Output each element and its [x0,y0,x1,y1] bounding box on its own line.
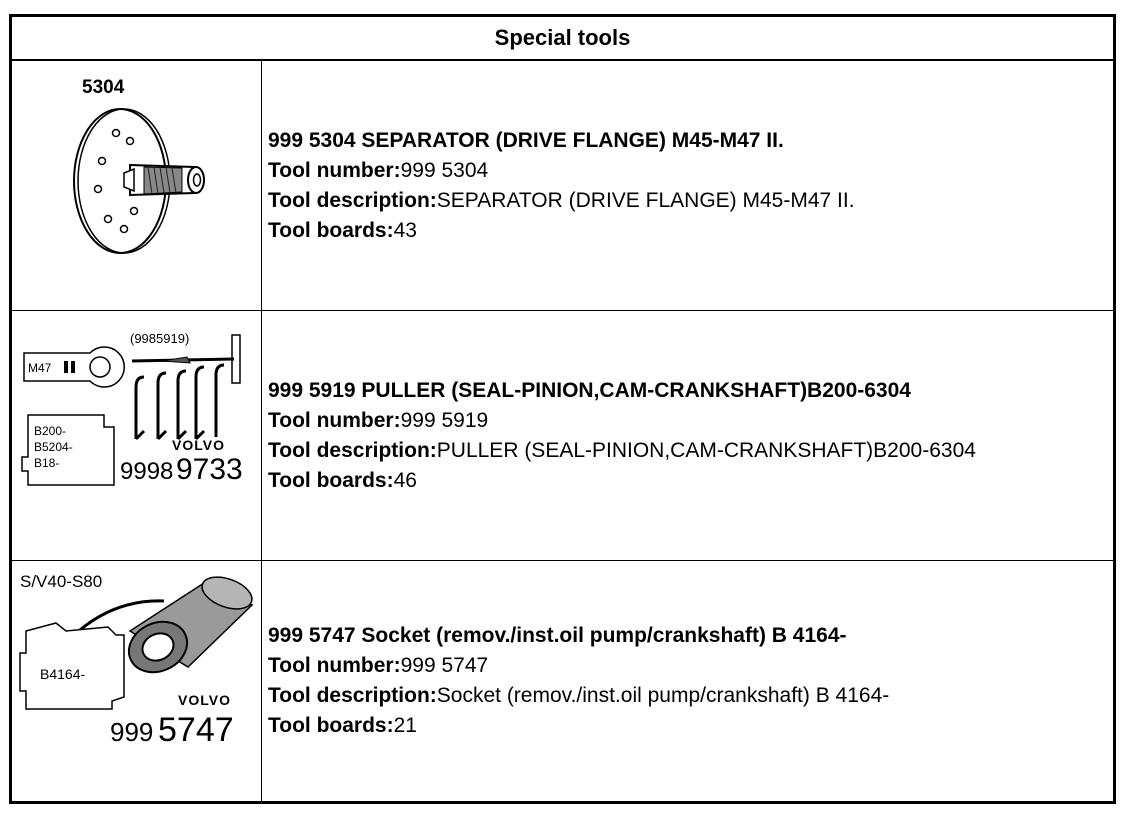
special-tools-table [9,14,1116,804]
tool-boards-label: Tool boards: [268,218,394,242]
image-b200-label: B200- [34,424,67,438]
tool-boards-value: 43 [393,218,417,242]
tool-details-5304 [268,61,1109,310]
tool-row-5304 [12,61,1113,311]
tool-description-value: SEPARATOR (DRIVE FLANGE) M45-M47 II. [436,188,855,212]
image-brand-label: VOLVO [172,437,225,453]
tool-number-line [268,156,1109,186]
tool-description-label: Tool description: [268,188,437,212]
image-part-suffix: 5747 [158,711,234,749]
tool-title: 999 5747 Socket (remov./inst.oil pump/crankshaft) B 4164- [268,624,847,647]
tool-number-label: Tool number: [268,158,401,182]
image-engine-label: B4164- [40,666,86,682]
tool-boards-line [268,711,1109,741]
tool-description-label: Tool description: [268,438,437,462]
image-code-label: 5304 [82,77,125,98]
tool-image-5747 [12,561,262,801]
tool-row-5747 [12,561,1113,801]
tool-number-value: 999 5747 [400,654,489,677]
tool-number-value: 999 5919 [400,408,489,432]
tool-details-5919 [268,311,1109,560]
tool-description-value: PULLER (SEAL-PINION,CAM-CRANKSHAFT)B200-6304 [436,438,976,462]
image-b18-label: B18- [34,456,60,470]
tool-description-label: Tool description: [268,684,437,707]
table-header [12,17,1113,61]
image-paren-code-label: (9985919) [130,331,190,346]
tool-boards-value: 21 [393,714,417,737]
tool-description-value: Socket (remov./inst.oil pump/crankshaft) B 4164- [436,684,890,707]
separator-illustration [12,61,260,309]
image-b5204-label: B5204- [34,440,73,454]
tool-number-line [268,406,1109,436]
tool-number-label: Tool number: [268,408,401,432]
tool-boards-line [268,216,1109,246]
tool-boards-label: Tool boards: [268,714,394,737]
image-models-label: S/V40-S80 [20,572,103,591]
image-m47-label: M47 [28,361,52,375]
tool-boards-line [268,466,1109,496]
image-brand-label: VOLVO [178,692,231,708]
puller-illustration [12,311,260,559]
tool-row-5919 [12,311,1113,561]
image-part-prefix: 999 [110,717,154,747]
tool-title: 999 5304 SEPARATOR (DRIVE FLANGE) M45-M47 II. [268,128,784,152]
table-title: Special tools [494,25,631,50]
tool-number-line [268,651,1109,681]
tool-details-5747 [268,561,1109,801]
image-part-suffix: 9733 [176,453,243,486]
tool-boards-value: 46 [393,468,417,492]
tool-boards-label: Tool boards: [268,468,394,492]
tool-number-label: Tool number: [268,654,401,677]
tool-description-line [268,436,1109,466]
tool-description-line [268,681,1109,711]
tool-image-5304 [12,61,262,310]
image-part-prefix: 9998 [120,458,174,485]
socket-illustration [12,561,260,799]
tool-image-5919 [12,311,262,560]
tool-number-value: 999 5304 [400,158,489,182]
tool-title: 999 5919 PULLER (SEAL-PINION,CAM-CRANKSHAFT)B200-6304 [268,378,911,402]
tool-description-line [268,186,1109,216]
